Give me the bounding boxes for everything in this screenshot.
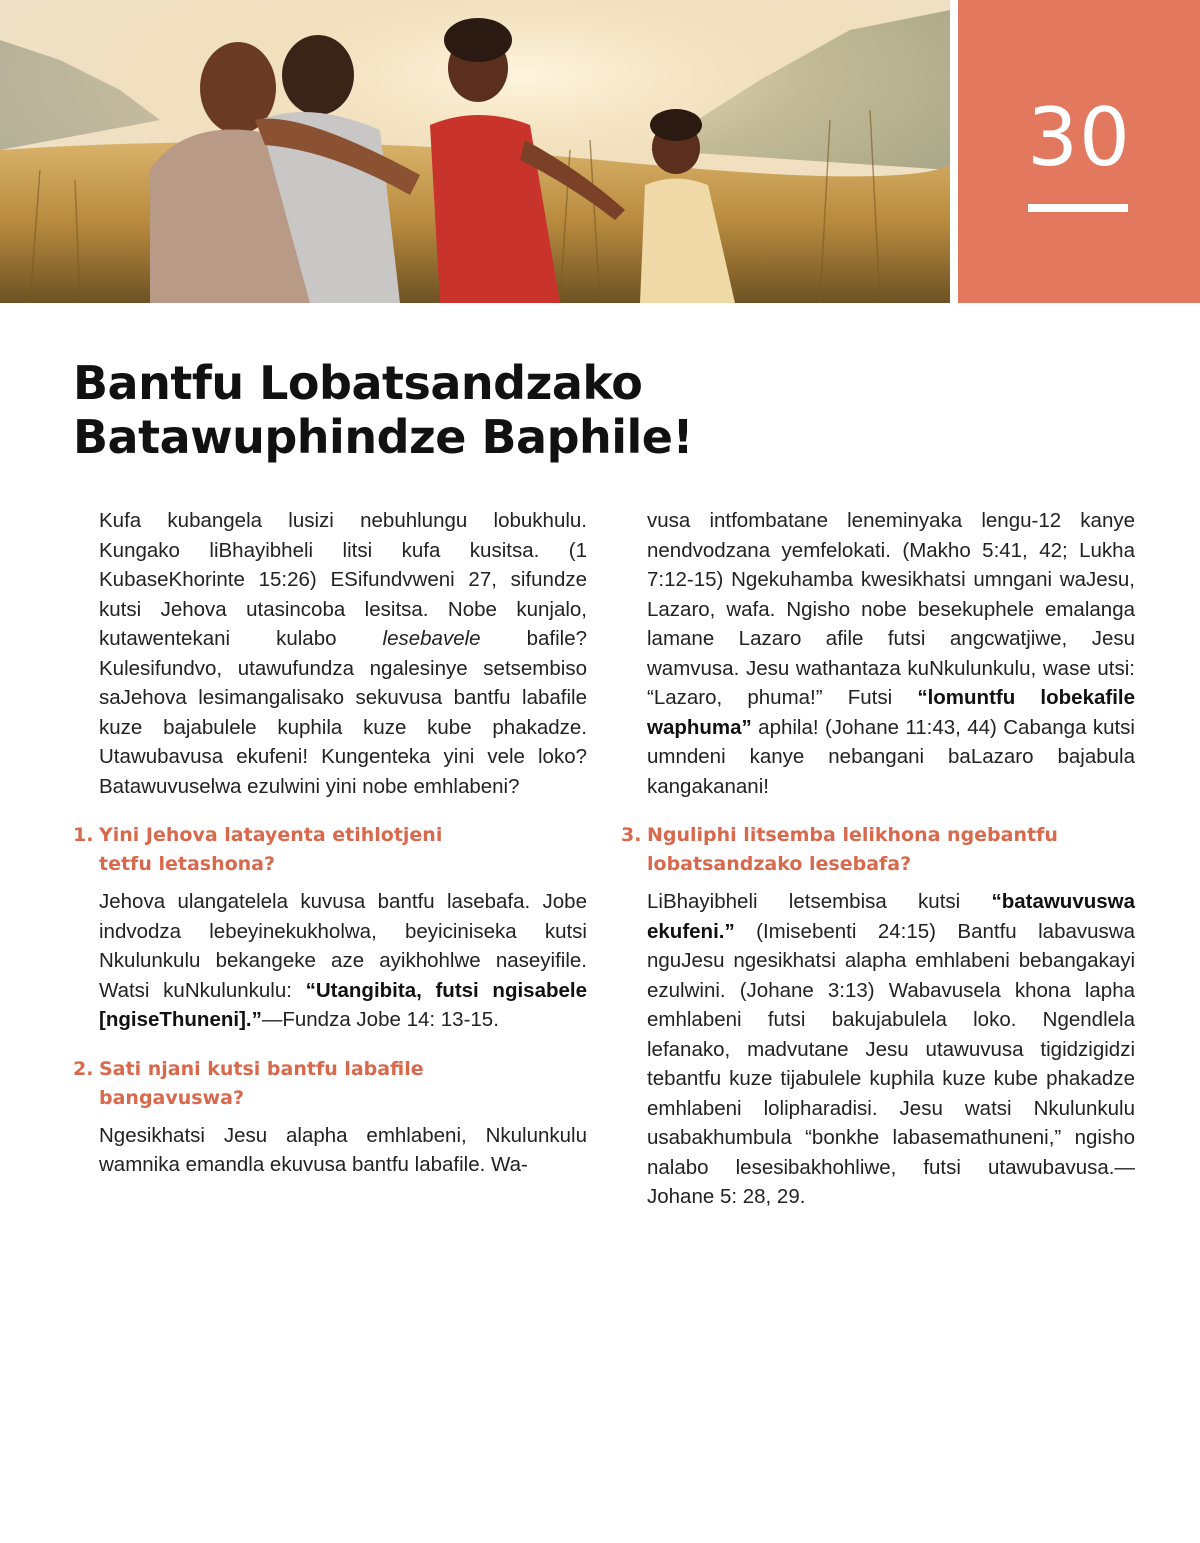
left-column bbox=[73, 506, 588, 1180]
question-number: 2. bbox=[73, 1057, 94, 1080]
chapter-underline bbox=[1028, 204, 1128, 212]
page-title bbox=[73, 356, 873, 464]
answer-3-paragraph: LiBhayibheli letsembisa kutsi “batawuvuswa ekufeni.” (Imisebenti 24:15) Bantfu labavuswa nguJesu ngesikhatsi alapha emhlabeni bebangakayi ezulwini. (Johane 3:13) Wabavusela khona lapha emhlabeni futsi bakujabulela loko. Ngendlela lefanako, madvutane Jesu utawuvusa tigidzigidzi tebantfu kuze tijabulele kuphila kuze kube phakadze emhlabeni lolipharadisi. Jesu watsi Nkulunkulu usabakhumbula “bonkhe labasemathuneni,” ngisho nalabo lesesibakhohliwe, futsi utawubavusa.—Johane 5: 28, 29. bbox=[647, 890, 1135, 1208]
chapter-badge bbox=[958, 0, 1200, 303]
question-3-heading: 3. Nguliphi litsemba lelikhona ngebantfu lobatsandzako lesebafa? bbox=[621, 821, 1135, 879]
answer-2-paragraph: Ngesikhatsi Jesu alapha emhlabeni, Nkulunkulu wamnika emandla ekuvusa bantfu labafile. Wa- bbox=[99, 1123, 587, 1176]
family-in-field-illustration bbox=[0, 0, 950, 303]
scripture-quote: “lomuntfu lobekafile waphuma” bbox=[647, 686, 1135, 739]
answer-2-continued: vusa intfombatane leneminyaka lengu-12 kanye nendvodzana yemfelokati. (Makho 5:41, 42; Lukha 7:12-15) Ngekuhamba kwesikhatsi umngani waJesu, Lazaro, wafa. Ngisho nobe besekuphele emalanga lamane Lazaro afile futsi angcwatjiwe, Jesu wamvusa. Jesu wathantaza kuNkulunkulu, wase utsi: “Lazaro, phuma!” Futsi “lomuntfu lobekafile waphuma” aphila! (Johane 11:43, 44) Cabanga kutsi umndeni kanye nebangani baLazaro bajabula kangakanani! bbox=[647, 509, 1135, 798]
title-line-1: Bantfu Lobatsandzako bbox=[73, 356, 643, 410]
emphasis-text: lesebavele bbox=[382, 627, 481, 650]
question-2-heading: 2. Sati njani kutsi bantfu labafile bangavuswa? bbox=[73, 1055, 587, 1113]
scripture-quote: “batawuvuswa ekufeni.” bbox=[647, 890, 1135, 943]
title-line-2: Batawuphindze Baphile! bbox=[73, 410, 693, 464]
right-column bbox=[621, 506, 1135, 1212]
answer-1-paragraph: Jehova ulangatelela kuvusa bantfu lasebafa. Jobe indvodza lebeyinekukholwa, beyiciniseka kutsi Nkulunkulu bekangeke aze ayikhohlwe naseyifile. Watsi kuNkulunkulu: “Utangibita, futsi ngisabele [ngiseThuneni].”—Fundza Jobe 14: 13-15. bbox=[99, 890, 587, 1031]
chapter-number: 30 bbox=[1027, 91, 1131, 184]
question-number: 1. bbox=[73, 824, 94, 846]
question-1-heading: 1. Yini Jehova latayenta etihlotjeni tetfu letashona? bbox=[73, 821, 587, 879]
scripture-quote: “Utangibita, futsi ngisabele [ngiseThuneni].” bbox=[99, 978, 587, 1031]
intro-paragraph: Kufa kubangela lusizi nebuhlungu lobukhulu. Kungako liBhayibheli litsi kufa kusitsa. (1 KubaseKhorinte 15:26) ESifundvweni 27, sifundze kutsi Jehova utasincoba lesitsa. Nobe kunjalo, kutawentekani kulabo lesebavele bafile? Kulesifundvo, utawufundza ngalesinye setsembiso saJehova lesimangalisako sekuvusa bantfu labafile kuze bajabulele kuphila kuze kube phakadze. Utawubavusa ekufeni! Kungenteka yini vele loko? Batawuvuselwa ezulwini yini nobe emhlabeni? bbox=[99, 509, 588, 798]
hero-photo bbox=[0, 0, 950, 303]
question-number: 3. bbox=[621, 824, 642, 846]
